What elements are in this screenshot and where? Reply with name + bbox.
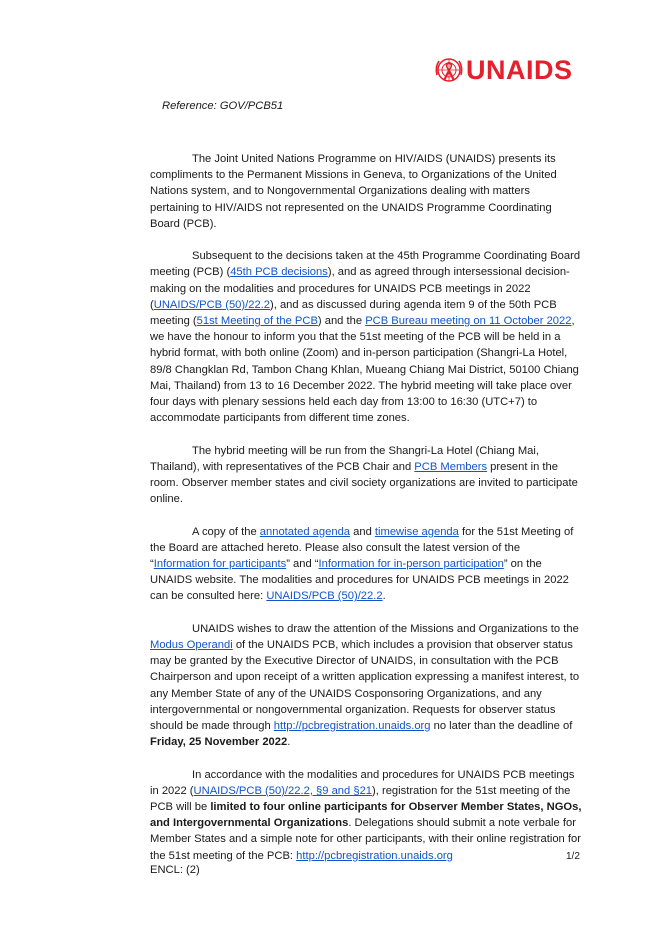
link-pcb-bureau-meeting[interactable]: PCB Bureau meeting on 11 October 2022 — [365, 315, 572, 328]
link-unaids-pcb-50-22-2[interactable]: UNAIDS/PCB (50)/22.2 — [153, 298, 271, 311]
deadline-date: Friday, 25 November 2022 — [150, 736, 288, 749]
link-timewise-agenda[interactable]: timewise agenda — [374, 525, 459, 538]
reference-line: Reference: GOV/PCB51 — [162, 100, 284, 112]
link-information-for-participants[interactable]: Information for participants — [153, 558, 287, 571]
paragraph-observer-status: UNAIDS wishes to draw the attention of the Missions and Organizations to the Modus Operandi of the UNAIDS PCB, which includes a provision that observer status may be granted by the Executive Director of UNAIDS, in consultation with the PCB Chairperson and upon receipt of a written application expressing a manifest interest, to any Member State of any of the UNAIDS Cosponsoring Organizations, and any intergovernmental or nongovernmental organization. Requests for observer status should be made through http://pcbregistration.unaids.org no later than the deadline of Friday, 25 November 2022. — [150, 622, 580, 749]
letter-body — [150, 151, 582, 880]
paragraph-hybrid-meeting: The hybrid meeting will be run from the Shangri-La Hotel (Chiang Mai, Thailand), with representatives of the PCB Chair and PCB Members present in the room. Observer member states and civil society organizations are invited to participate online. — [150, 444, 578, 506]
enclosures-note: ENCL: (2) — [150, 864, 200, 876]
participant-limit-text: limited to four online participants for Observer Member States, NGOs, and Intergovernmental Organizations — [150, 801, 582, 830]
unaids-logo — [434, 54, 573, 86]
link-51st-meeting-pcb[interactable]: 51st Meeting of the PCB — [196, 315, 318, 328]
link-pcb-registration[interactable]: http://pcbregistration.unaids.org — [273, 720, 431, 733]
link-45th-pcb-decisions[interactable]: 45th PCB decisions — [230, 266, 328, 279]
paragraph-agenda: A copy of the annotated agenda and timewise agenda for the 51st Meeting of the Board are attached hereto. Please also consult the latest version of the “Information for participants” and “Information for in-person participation” on the UNAIDS website. The modalities and procedures for UNAIDS PCB meetings in 2022 can be consulted here: UNAIDS/PCB (50)/22.2. — [150, 525, 574, 603]
link-modus-operandi[interactable]: Modus Operandi — [150, 639, 233, 652]
paragraph-registration: In accordance with the modalities and procedures for UNAIDS PCB meetings in 2022 (UNAIDS/PCB (50)/22.2, §9 and §21), registration for the 51st meeting of the PCB will be limited to four online participants for Observer Member States, NGOs, and Intergovernmental Organizations. Delegations should submit a note verbale for Member States and a simple note for other participants, with their online registration for the 51st meeting of the PCB: http://pcbregistration.unaids.org — [150, 768, 582, 862]
link-modalities-sections[interactable]: UNAIDS/PCB (50)/22.2, §9 and §21 — [193, 784, 373, 797]
link-modalities-procedures[interactable]: UNAIDS/PCB (50)/22.2 — [266, 590, 383, 603]
paragraph-intro: The Joint United Nations Programme on HIV/AIDS (UNAIDS) presents its compliments to the Permanent Missions in Geneva, to Organizations of the United Nations system, and to Nongovernmental Organizations dealing with matters pertaining to HIV/AIDS not represented on the UNAIDS Programme Coordinating Board (PCB). — [150, 153, 557, 230]
link-pcb-members[interactable]: PCB Members — [414, 460, 488, 473]
page-number: 1/2 — [566, 851, 580, 862]
logo-wordmark: UNAIDS — [466, 55, 573, 85]
link-annotated-agenda[interactable]: annotated agenda — [259, 525, 351, 538]
link-information-in-person[interactable]: Information for in-person participation — [318, 558, 504, 571]
link-pcb-registration-2[interactable]: http://pcbregistration.unaids.org — [296, 849, 453, 862]
paragraph-meeting-details: Subsequent to the decisions taken at the 45th Programme Coordinating Board meeting (PCB) (45th PCB decisions), and as agreed through intersessional decision-making on the modalities and procedures for UNAIDS PCB meetings in 2022 (UNAIDS/PCB (50)/22.2), and as discussed during agenda item 9 of the 50th PCB meeting (51st Meeting of the PCB) and the PCB Bureau meeting on 11 October 2022, we have the honour to inform you that the 51st meeting of the PCB will be held in a hybrid format, with both online (Zoom) and in-person participation (Shangri-La Hotel, 89/8 Changklan Rd, Tambon Chang Khlan, Mueang Chiang Mai District, 50100 Chiang Mai, Thailand) from 13 to 16 December 2022. The hybrid meeting will take place over four days with plenary sessions held each day from 13:00 to 16:30 (UTC+7) to accommodate participants from different time zones. — [150, 250, 581, 425]
un-emblem-ribbon-icon — [434, 55, 464, 85]
